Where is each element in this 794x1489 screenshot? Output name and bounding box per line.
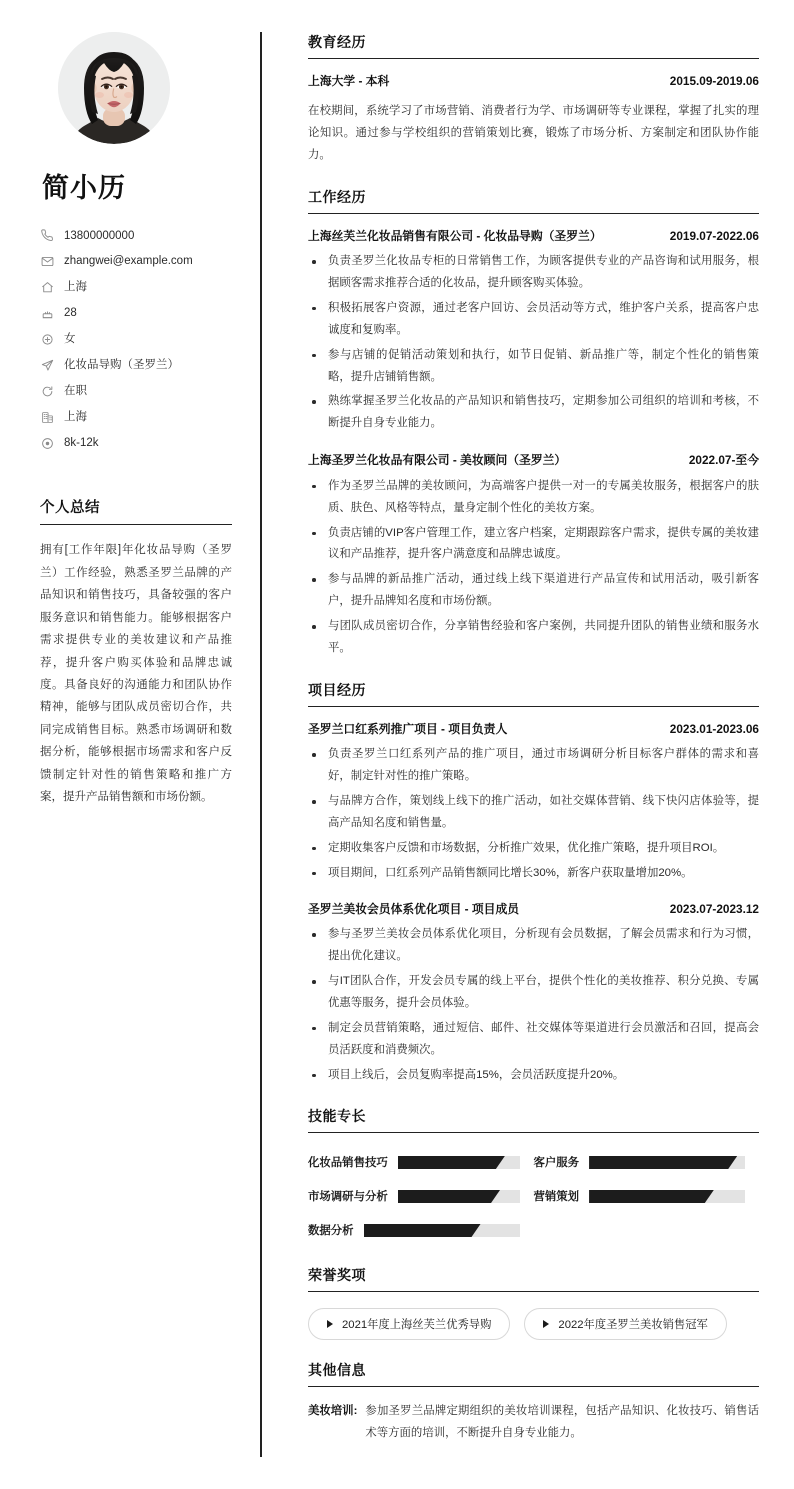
contact-value: zhangwei@example.com xyxy=(64,255,193,268)
projects-section xyxy=(308,680,759,1087)
sidebar xyxy=(0,0,262,1489)
contact-value: 28 xyxy=(64,307,77,320)
home-icon xyxy=(40,281,54,295)
list-item: 负责圣罗兰口红系列产品的推广项目，通过市场调研分析目标客户群体的需求和喜好，制定针对性的推广策略。 xyxy=(308,744,759,788)
skills-section xyxy=(308,1106,759,1245)
skill-bar-fill xyxy=(398,1156,505,1169)
skill-bar xyxy=(589,1190,745,1203)
list-item: 与品牌方合作，策划线上线下的推广活动，如社交媒体营销、线下快闪店体验等，提高产品知名度和销售量。 xyxy=(308,791,759,835)
contact-value: 化妆品导购（圣罗兰） xyxy=(64,359,179,372)
other-row xyxy=(308,1401,759,1445)
skill-label: 市场调研与分析 xyxy=(308,1191,388,1204)
contact-job-status xyxy=(40,379,232,405)
skill-bar-fill xyxy=(364,1224,481,1237)
work-section xyxy=(308,187,759,660)
skill-item xyxy=(308,1215,534,1245)
bullet-list xyxy=(308,476,759,660)
entry-head xyxy=(308,451,759,469)
entry-date: 2015.09-2019.06 xyxy=(669,74,759,88)
skill-grid xyxy=(308,1147,759,1245)
skill-item xyxy=(534,1147,760,1177)
skill-label: 营销策划 xyxy=(533,1191,580,1204)
list-item: 负责圣罗兰化妆品专柜的日常销售工作，为顾客提供专业的产品咨询和试用服务，根据顾客需求推荐合适的化妆品，提升顾客购买体验。 xyxy=(308,251,759,295)
list-item: 参与店铺的促销活动策划和执行，如节日促销、新品推广等，制定个性化的销售策略，提升店铺销售额。 xyxy=(308,345,759,389)
bullet-list xyxy=(308,924,759,1086)
entry-head xyxy=(308,228,759,245)
honors-section xyxy=(308,1265,759,1340)
skill-label: 化妆品销售技巧 xyxy=(308,1157,388,1170)
envelope-icon xyxy=(40,255,54,269)
honor-chip xyxy=(308,1308,510,1340)
portrait-photo-icon xyxy=(58,32,170,144)
projects-heading: 项目经历 xyxy=(308,680,759,707)
contact-value: 在职 xyxy=(64,385,87,398)
list-item: 项目上线后，会员复购率提高15%，会员活跃度提升20%。 xyxy=(308,1065,759,1087)
honor-label: 2021年度上海丝芙兰优秀导购 xyxy=(342,1319,492,1332)
education-entry xyxy=(308,73,759,167)
contact-list xyxy=(40,223,232,456)
work-heading: 工作经历 xyxy=(308,187,759,214)
education-section xyxy=(308,32,759,167)
skill-item xyxy=(308,1181,534,1211)
summary-text: 拥有[工作年限]年化妆品导购（圣罗兰）工作经验，熟悉圣罗兰品牌的产品知识和销售技巧，具备较强的客户服务意识和销售能力。能够根据客户需求提供专业的美妆建议和产品推荐，提升客户购买体验和品牌忠诚度。具备良好的沟通能力和团队协作精神，能够与团队成员密切合作，共同完成销售目标。熟悉市场调研和数据分析，能够根据市场需求和客户反馈制定针对性的销售策略和推广方案，提升产品销售额和市场份额。 xyxy=(40,544,232,804)
contact-age xyxy=(40,301,232,327)
building-icon xyxy=(40,411,54,425)
work-entry xyxy=(308,228,759,436)
skill-bar xyxy=(398,1190,520,1203)
other-heading: 其他信息 xyxy=(308,1360,759,1387)
honor-label: 2022年度圣罗兰美妆销售冠军 xyxy=(558,1319,708,1332)
list-item: 负责店铺的VIP客户管理工作，建立客户档案，定期跟踪客户需求，提供专属的美妆建议和产品推荐，提升客户满意度和品牌忠诚度。 xyxy=(308,523,759,567)
list-item: 参与圣罗兰美妆会员体系优化项目，分析现有会员数据，了解会员需求和行为习惯，提出优化建议。 xyxy=(308,924,759,968)
entry-head xyxy=(308,73,759,90)
summary-section xyxy=(40,496,232,808)
entry-title: 上海圣罗兰化妆品有限公司 - 美妆顾问（圣罗兰） xyxy=(308,453,567,468)
other-label: 美妆培训: xyxy=(308,1405,358,1418)
entry-head xyxy=(308,721,759,738)
contact-value: 女 xyxy=(64,333,76,346)
bullet-list xyxy=(308,251,759,435)
entry-date: 2023.07-2023.12 xyxy=(669,901,759,916)
list-item: 定期收集客户反馈和市场数据，分析推广效果，优化推广策略，提升项目ROI。 xyxy=(308,838,759,860)
contact-location xyxy=(40,275,232,301)
entry-date: 2019.07-2022.06 xyxy=(669,228,759,243)
contact-position xyxy=(40,353,232,379)
skill-item xyxy=(534,1181,760,1211)
avatar xyxy=(58,32,170,144)
entry-date: 2022.07-至今 xyxy=(688,453,759,468)
project-entry xyxy=(308,721,759,885)
skill-bar-fill xyxy=(589,1156,737,1169)
other-value: 参加圣罗兰品牌定期组织的美妆培训课程，包括产品知识、化妆技巧、销售话术等方面的培训，不断提升自身专业能力。 xyxy=(365,1405,759,1440)
list-item: 项目期间，口红系列产品销售额同比增长30%，新客户获取量增加20%。 xyxy=(308,863,759,885)
other-section xyxy=(308,1360,759,1445)
honor-list xyxy=(308,1306,759,1340)
play-triangle-icon xyxy=(327,1320,333,1328)
list-item: 熟练掌握圣罗兰化妆品的产品知识和销售技巧，定期参加公司组织的培训和考核，不断提升自身专业能力。 xyxy=(308,391,759,435)
entry-title: 上海大学 - 本科 xyxy=(308,74,390,88)
skill-bar-fill xyxy=(398,1190,500,1203)
bullet-list xyxy=(308,744,759,884)
birthday-cake-icon xyxy=(40,307,54,321)
contact-salary xyxy=(40,431,232,457)
salary-target-icon xyxy=(40,436,54,450)
contact-value: 上海 xyxy=(64,281,87,294)
project-entry xyxy=(308,901,759,1087)
list-item: 制定会员营销策略，通过短信、邮件、社交媒体等渠道进行会员激活和召回，提高会员活跃度和消费频次。 xyxy=(308,1018,759,1062)
entry-head xyxy=(308,901,759,918)
play-triangle-icon xyxy=(543,1320,549,1328)
entry-title: 上海丝芙兰化妆品销售有限公司 - 化妆品导购（圣罗兰） xyxy=(308,228,602,243)
contact-value: 上海 xyxy=(64,411,87,424)
page-title: 简小历 xyxy=(42,173,126,203)
paper-plane-icon xyxy=(40,359,54,373)
entry-date: 2023.01-2023.06 xyxy=(669,721,759,736)
skill-bar xyxy=(398,1156,520,1169)
contact-phone xyxy=(40,223,232,249)
contact-value: 13800000000 xyxy=(64,229,135,242)
list-item: 与团队成员密切合作，分享销售经验和客户案例，共同提升团队的销售业绩和服务水平。 xyxy=(308,616,759,660)
contact-gender xyxy=(40,327,232,353)
education-heading: 教育经历 xyxy=(308,32,759,59)
entry-title: 圣罗兰美妆会员体系优化项目 - 项目成员 xyxy=(308,901,520,916)
skills-heading: 技能专长 xyxy=(308,1106,759,1133)
contact-email xyxy=(40,249,232,275)
list-item: 与IT团队合作，开发会员专属的线上平台，提供个性化的美妆推荐、积分兑换、专属优惠等服务，提升会员体验。 xyxy=(308,971,759,1015)
summary-heading: 个人总结 xyxy=(40,496,232,525)
skill-bar xyxy=(364,1224,520,1237)
gender-icon xyxy=(40,333,54,347)
skill-bar-fill xyxy=(589,1190,714,1203)
skill-bar xyxy=(589,1156,745,1169)
skill-label: 客户服务 xyxy=(533,1157,580,1170)
contact-value: 8k-12k xyxy=(64,437,99,449)
skill-label: 数据分析 xyxy=(308,1225,354,1238)
list-item: 参与品牌的新品推广活动，通过线上线下渠道进行产品宣传和试用活动，吸引新客户，提升品牌知名度和市场份额。 xyxy=(308,569,759,613)
skill-item xyxy=(308,1147,534,1177)
main-content xyxy=(262,0,794,1489)
work-entry xyxy=(308,451,759,660)
honor-chip xyxy=(524,1308,726,1340)
entry-description: 在校期间，系统学习了市场营销、消费者行为学、市场调研等专业课程，掌握了扎实的理论知识。通过参与学校组织的营销策划比赛，锻炼了市场分析、方案制定和团队协作能力。 xyxy=(308,104,759,161)
contact-work-city xyxy=(40,405,232,431)
entry-title: 圣罗兰口红系列推广项目 - 项目负责人 xyxy=(308,721,508,736)
list-item: 作为圣罗兰品牌的美妆顾问，为高端客户提供一对一的专属美妆服务，根据客户的肤质、肤色、风格等特点，量身定制个性化的美妆方案。 xyxy=(308,476,759,520)
status-refresh-icon xyxy=(40,385,54,399)
phone-icon xyxy=(40,229,54,243)
honors-heading: 荣誉奖项 xyxy=(308,1265,759,1292)
list-item: 积极拓展客户资源，通过老客户回访、会员活动等方式，维护客户关系，提高客户忠诚度和复购率。 xyxy=(308,298,759,342)
